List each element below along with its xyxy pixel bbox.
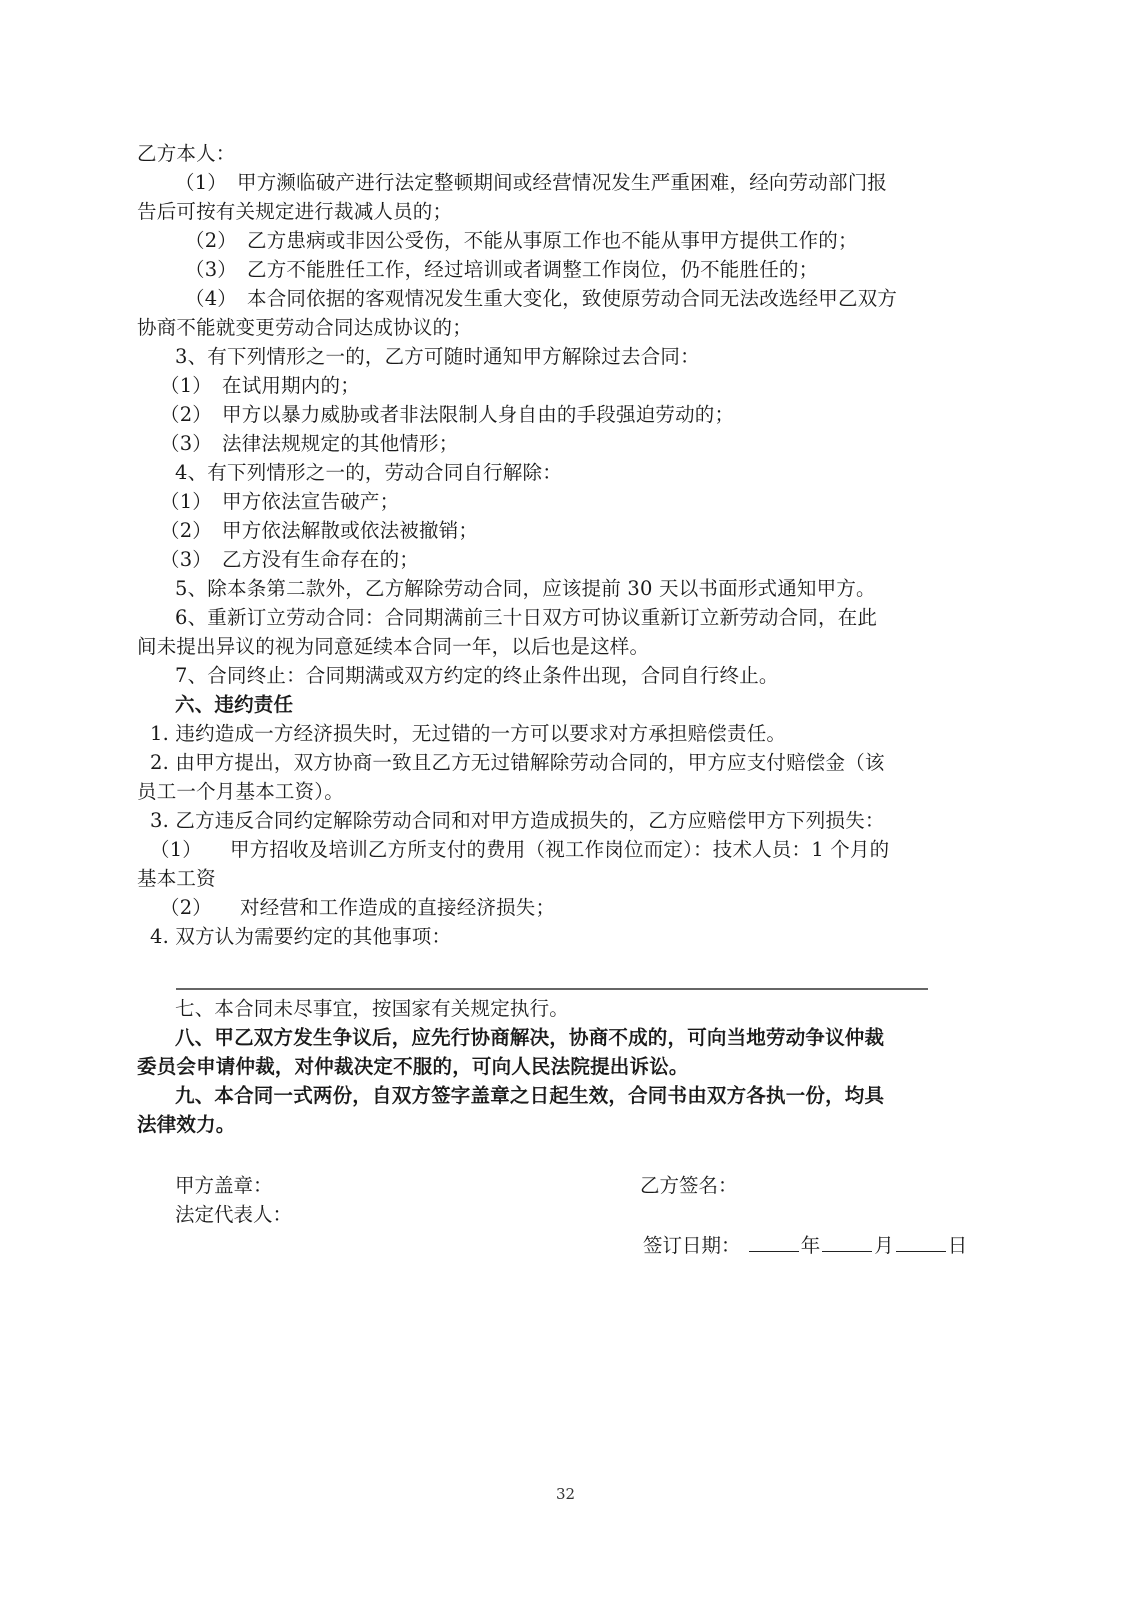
liability-item-4: 4. 双方认为需要约定的其他事项： bbox=[150, 925, 452, 948]
list-item bbox=[160, 488, 1020, 516]
clause-4: 4、有下列情形之一的，劳动合同自行解除： bbox=[175, 461, 562, 484]
item-text: 甲方招收及培训乙方所支付的费用（视工作岗位而定）：技术人员：1 个月的 bbox=[230, 838, 890, 861]
month-label: 月 bbox=[874, 1234, 894, 1257]
item-number: （2） bbox=[160, 403, 213, 426]
section-8: 八、甲乙双方发生争议后，应先行协商解决，协商不成的，可向当地劳动争议仲裁 bbox=[175, 1026, 885, 1049]
fill-in-line bbox=[176, 988, 928, 990]
clause-7: 7、合同终止：合同期满或双方约定的终止条件出现，合同自行终止。 bbox=[175, 664, 779, 687]
party-b-sign-label: 乙方签名： bbox=[640, 1174, 738, 1197]
item-number: （1） bbox=[160, 374, 213, 397]
clause-3: 3、有下列情形之一的，乙方可随时通知甲方解除过去合同： bbox=[175, 345, 700, 368]
item-number: （3） bbox=[185, 258, 238, 281]
item-number: （1） bbox=[175, 171, 228, 194]
item-text: 乙方患病或非因公受伤，不能从事原工作也不能从事甲方提供工作的； bbox=[247, 229, 858, 252]
text-line: 员工一个月基本工资）。 bbox=[137, 780, 344, 803]
item-number: （2） bbox=[160, 519, 213, 542]
item-text: 本合同依据的客观情况发生重大变化，致使原劳动合同无法改选经甲乙双方 bbox=[247, 287, 898, 310]
text-line: 乙方本人： bbox=[137, 142, 236, 165]
text-line: 告后可按有关规定进行裁减人员的； bbox=[137, 200, 453, 223]
legal-rep-label: 法定代表人： bbox=[175, 1203, 293, 1226]
liability-item-2: 2. 由甲方提出，双方协商一致且乙方无过错解除劳动合同的，甲方应支付赔偿金（该 bbox=[150, 751, 885, 774]
month-blank[interactable] bbox=[822, 1231, 872, 1252]
list-item bbox=[175, 169, 1035, 197]
list-item bbox=[160, 894, 1020, 922]
item-text: 乙方没有生命存在的； bbox=[222, 548, 420, 571]
date-label: 签订日期： bbox=[643, 1234, 741, 1257]
section-9: 九、本合同一式两份，自双方签字盖章之日起生效，合同书由双方各执一份，均具 bbox=[175, 1084, 885, 1107]
list-item bbox=[185, 227, 1045, 255]
item-text: 甲方濒临破产进行法定整顿期间或经营情况发生严重困难，经向劳动部门报 bbox=[237, 171, 888, 194]
list-item bbox=[160, 517, 1020, 545]
item-number: （3） bbox=[160, 548, 213, 571]
list-item bbox=[160, 401, 1020, 429]
day-label: 日 bbox=[947, 1234, 968, 1257]
item-number: （2） bbox=[185, 229, 238, 252]
item-number: （2） bbox=[160, 896, 213, 919]
item-number: （4） bbox=[185, 287, 238, 310]
list-item bbox=[185, 285, 1045, 313]
day-blank[interactable] bbox=[896, 1231, 946, 1252]
sign-date bbox=[643, 1231, 967, 1260]
list-item bbox=[185, 256, 1045, 284]
item-number: （3） bbox=[160, 432, 213, 455]
clause-5: 5、除本条第二款外，乙方解除劳动合同，应该提前 30 天以书面形式通知甲方。 bbox=[175, 577, 876, 600]
text-line: 法律效力。 bbox=[137, 1113, 236, 1136]
item-text: 乙方不能胜任工作，经过培训或者调整工作岗位，仍不能胜任的； bbox=[247, 258, 819, 281]
text-line: 间未提出异议的视为同意延续本合同一年，以后也是这样。 bbox=[137, 635, 650, 658]
item-text: 法律法规规定的其他情形； bbox=[222, 432, 459, 455]
page-number: 32 bbox=[555, 1485, 576, 1503]
liability-item-1: 1. 违约造成一方经济损失时，无过错的一方可以要求对方承担赔偿责任。 bbox=[150, 722, 787, 745]
clause-6: 6、重新订立劳动合同：合同期满前三十日双方可协议重新订立新劳动合同，在此 bbox=[175, 606, 878, 629]
item-number: （1） bbox=[160, 490, 213, 513]
list-item bbox=[150, 836, 1010, 864]
text-line: 委员会申请仲裁，对仲裁决定不服的，可向人民法院提出诉讼。 bbox=[137, 1055, 689, 1078]
item-text: 在试用期内的； bbox=[222, 374, 360, 397]
text-line: 协商不能就变更劳动合同达成协议的； bbox=[137, 316, 472, 339]
section-7: 七、本合同未尽事宜，按国家有关规定执行。 bbox=[175, 997, 570, 1020]
section-heading: 六、违约责任 bbox=[175, 693, 294, 716]
item-number: （1） bbox=[150, 838, 203, 861]
text-line: 基本工资 bbox=[137, 867, 216, 890]
item-text: 甲方依法宣告破产； bbox=[222, 490, 400, 513]
party-a-seal-label: 甲方盖章： bbox=[175, 1174, 273, 1197]
year-blank[interactable] bbox=[749, 1231, 799, 1252]
item-text: 甲方以暴力威胁或者非法限制人身自由的手段强迫劳动的； bbox=[222, 403, 735, 426]
year-label: 年 bbox=[800, 1234, 821, 1257]
list-item bbox=[160, 372, 1020, 400]
list-item bbox=[160, 430, 1020, 458]
liability-item-3: 3. 乙方违反合同约定解除劳动合同和对甲方造成损失的，乙方应赔偿甲方下列损失： bbox=[150, 809, 885, 832]
item-text: 甲方依法解散或依法被撤销； bbox=[222, 519, 479, 542]
item-text: 对经营和工作造成的直接经济损失； bbox=[240, 896, 556, 919]
list-item bbox=[160, 546, 1020, 574]
